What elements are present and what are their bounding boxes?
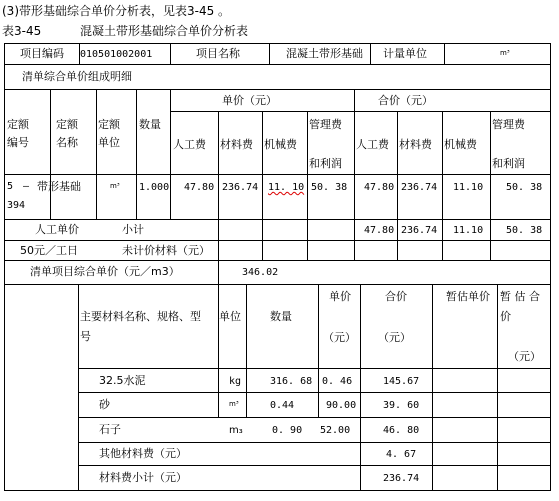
material-subtotal-value: 236.74 <box>383 473 420 484</box>
detail-title: 清单综合单价组成明细 <box>22 70 132 83</box>
grid-vline <box>218 284 219 418</box>
grid-hline <box>170 111 551 112</box>
col-unit-machinery: 机械费 <box>264 138 297 151</box>
detail-unit: m³ <box>110 182 120 190</box>
composite-price-label: 清单项目综合单价（元／m3） <box>30 265 180 278</box>
unit-price-group-header: 单价（元） <box>222 94 277 107</box>
grid-vline <box>262 111 263 261</box>
detail-unit-material: 236.74 <box>222 182 259 193</box>
mat-row-3-name: 石子 <box>99 423 121 436</box>
grid-hline <box>4 240 551 241</box>
mat-row-1-name: 32.5水泥 <box>99 374 146 387</box>
detail-total-mgmt: 50. 38 <box>506 182 543 193</box>
grid-hline <box>78 392 551 393</box>
grid-hline <box>4 260 551 261</box>
mat-row-2-qty: 0.44 <box>270 400 295 411</box>
measure-unit-value: m³ <box>500 49 510 57</box>
grid-vline <box>318 284 319 418</box>
grid-hline <box>4 490 551 491</box>
table-number: 表3-45 <box>2 24 42 38</box>
detail-total-machinery: 11.10 <box>453 182 484 193</box>
detail-quantity: 1.000 <box>139 182 170 193</box>
mat-row-2-total: 39. 60 <box>383 400 420 411</box>
grid-vline <box>497 284 498 491</box>
grid-vline <box>218 111 219 261</box>
detail-unit-machinery: 11. 10 <box>268 182 305 193</box>
grid-vline <box>170 43 171 65</box>
composite-price-value: 346.02 <box>242 267 279 278</box>
col-quota-name-2: 名称 <box>56 136 78 149</box>
col-unit-labor: 人工费 <box>173 138 206 151</box>
other-material-label: 其他材料费（元） <box>99 447 187 460</box>
detail-quota-name: 带形基础 <box>37 180 81 193</box>
labor-unit-price-label: 人工单价 <box>35 223 79 236</box>
detail-quota-no-1: 5 – <box>7 181 30 192</box>
col-quantity: 数量 <box>139 118 161 131</box>
col-total-mgmt-1: 管理费 <box>492 118 525 131</box>
grid-hline <box>4 43 551 44</box>
grid-vline <box>550 43 551 491</box>
grid-vline <box>490 111 491 261</box>
mat-row-1-price: 0. 46 <box>322 376 353 387</box>
mat-col-total-1: 合价 <box>385 290 407 303</box>
grid-vline <box>370 43 371 65</box>
project-code-value: 010501002001 <box>80 49 153 60</box>
mat-row-3-qty: 0. 90 <box>272 425 303 436</box>
grid-vline <box>218 260 219 285</box>
mat-col-price-1: 单价 <box>329 290 351 303</box>
mat-col-name-1: 主要材料名称、规格、型 <box>80 310 201 323</box>
grid-hline <box>78 442 551 443</box>
col-quota-unit-1: 定额 <box>98 118 120 131</box>
measure-unit-label: 计量单位 <box>383 47 427 60</box>
grid-vline <box>307 111 308 261</box>
grid-vline <box>442 111 443 261</box>
mat-row-2-unit: m³ <box>229 400 239 408</box>
grid-vline <box>432 284 433 491</box>
mat-row-2-price: 90.00 <box>326 400 357 411</box>
col-total-labor: 人工费 <box>356 138 389 151</box>
col-total-mgmt-2: 和利润 <box>492 157 525 170</box>
col-quota-no-2: 编号 <box>7 136 29 149</box>
grid-vline <box>4 43 5 491</box>
project-code-label: 项目编码 <box>20 47 64 60</box>
total-price-group-header: 合价（元） <box>378 94 433 107</box>
grid-vline <box>50 89 51 220</box>
mat-row-3-total: 46. 80 <box>383 425 420 436</box>
mat-col-name-2: 号 <box>80 330 91 343</box>
grid-vline <box>136 89 137 220</box>
material-subtotal-label: 材料费小计（元） <box>99 471 187 484</box>
col-quota-name-1: 定额 <box>56 118 78 131</box>
grid-vline <box>96 89 97 220</box>
grid-vline <box>354 89 355 261</box>
grid-hline <box>4 64 551 65</box>
col-unit-mgmt-2: 和利润 <box>309 157 342 170</box>
grid-vline <box>360 284 361 491</box>
grid-hline <box>78 368 551 369</box>
col-unit-material: 材料费 <box>220 138 253 151</box>
detail-unit-mgmt: 50. 38 <box>311 182 348 193</box>
mat-row-3-unit: m₃ <box>229 425 243 436</box>
grid-vline <box>269 43 270 65</box>
grid-hline <box>4 174 551 175</box>
subtotal-label: 小计 <box>122 223 144 236</box>
detail-unit-labor: 47.80 <box>184 182 215 193</box>
mat-col-est-total-3: （元） <box>508 350 541 363</box>
detail-quota-no-2: 394 <box>7 200 26 211</box>
mat-col-est-total-1: 暂 估 合 <box>500 290 540 303</box>
mat-row-1-total: 145.67 <box>383 376 420 387</box>
grid-hline <box>4 89 551 90</box>
grid-vline <box>444 43 445 65</box>
subtotal-machinery: 11.10 <box>453 225 484 236</box>
mat-col-price-2: （元） <box>323 331 356 344</box>
col-unit-mgmt-1: 管理费 <box>309 118 342 131</box>
mat-row-1-unit: kg <box>229 376 242 387</box>
detail-total-material: 236.74 <box>401 182 438 193</box>
mat-col-est-total-2: 价 <box>500 310 511 323</box>
other-material-value: 4. 67 <box>386 449 417 460</box>
grid-vline <box>170 89 171 220</box>
project-name-value: 混凝土带形基础 <box>286 47 363 60</box>
subtotal-mgmt: 50. 38 <box>506 225 543 236</box>
table-title: 混凝土带形基础综合单价分析表 <box>80 24 249 38</box>
mat-row-3-price: 52.00 <box>320 425 351 436</box>
grid-vline <box>246 284 247 418</box>
subtotal-material: 236.74 <box>401 225 438 236</box>
grid-hline <box>78 465 551 466</box>
mat-col-quantity: 数量 <box>270 310 292 323</box>
mat-row-1-qty: 316. 68 <box>270 376 313 387</box>
detail-total-labor: 47.80 <box>364 182 395 193</box>
mat-col-est-price: 暂估单价 <box>446 290 490 303</box>
labor-rate: 50元／工日 <box>20 244 78 257</box>
col-total-machinery: 机械费 <box>444 138 477 151</box>
subtotal-labor: 47.80 <box>364 225 395 236</box>
grid-vline <box>78 284 79 491</box>
project-name-label: 项目名称 <box>196 47 240 60</box>
col-quota-unit-2: 单位 <box>98 136 120 149</box>
page-heading: (3)带形基础综合单价分析表，见表3-45 。 <box>2 4 231 18</box>
col-total-material: 材料费 <box>399 138 432 151</box>
unpriced-material-label: 未计价材料（元） <box>122 244 210 257</box>
grid-vline <box>397 111 398 261</box>
grid-hline <box>4 284 551 285</box>
mat-row-2-name: 砂 <box>99 398 110 411</box>
mat-col-unit: 单位 <box>219 310 241 323</box>
grid-hline <box>4 219 551 220</box>
col-quota-no-1: 定额 <box>7 118 29 131</box>
grid-hline <box>78 417 551 418</box>
mat-col-total-2: （元） <box>378 331 411 344</box>
